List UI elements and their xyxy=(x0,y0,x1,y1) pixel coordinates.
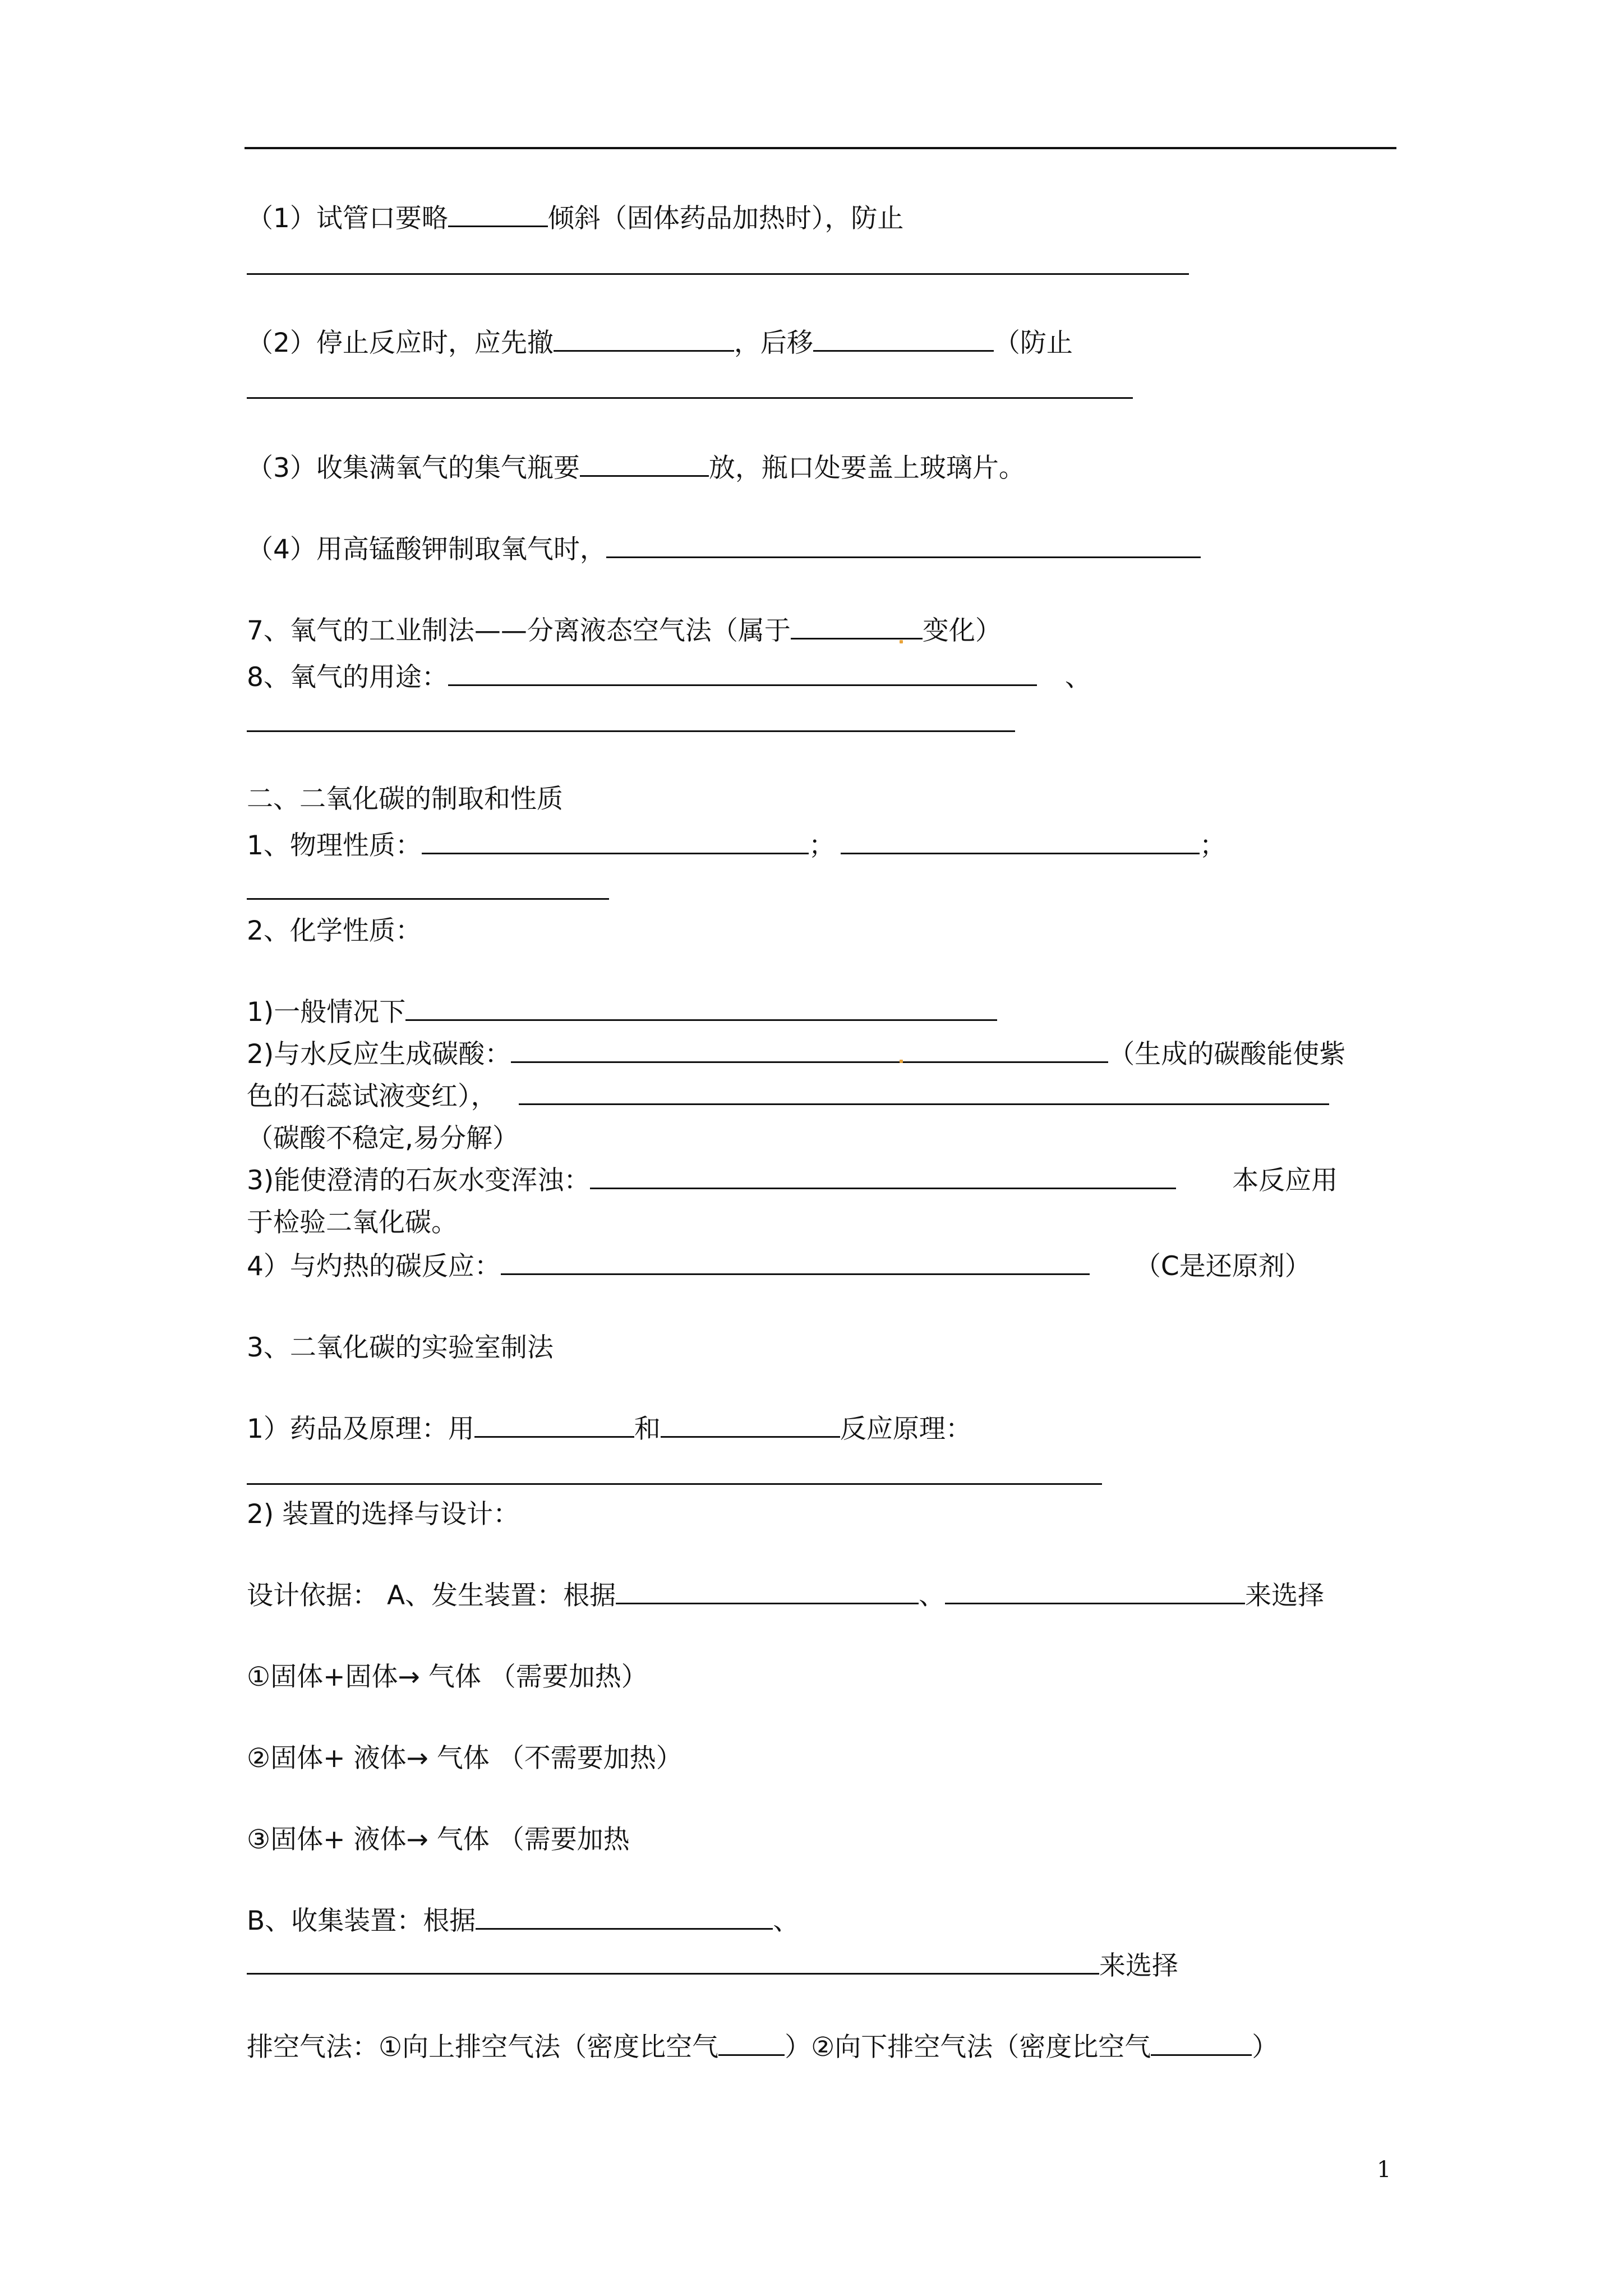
line-f3 xyxy=(247,1823,630,1857)
line-c2d xyxy=(247,1122,519,1156)
line-chemical xyxy=(247,914,422,948)
fill-blank[interactable] xyxy=(247,1950,1099,1975)
text: （防止 xyxy=(993,328,1073,358)
line-c3 xyxy=(247,1164,1338,1198)
text: ，后移 xyxy=(734,328,813,358)
fill-blank[interactable] xyxy=(1151,2032,1252,2056)
text: 、 xyxy=(919,1580,946,1611)
line-4 xyxy=(247,533,1201,567)
text: 来选择 xyxy=(1099,1950,1178,1981)
text: 2) 装置的选择与设计： xyxy=(247,1499,520,1530)
text: （C是还原剂） xyxy=(1134,1251,1311,1282)
text: ①固体+固体→ 气体 （需要加热） xyxy=(247,1662,648,1692)
text: 排空气法：①向上排空气法（密度比空气 xyxy=(247,2032,719,2063)
text: 8、氧气的用途： xyxy=(247,662,448,693)
fill-blank[interactable] xyxy=(448,662,1037,686)
line-c1 xyxy=(247,996,997,1029)
line-c3c xyxy=(247,1206,458,1240)
text: （1）试管口要略 xyxy=(247,203,448,234)
line-lab xyxy=(247,1331,554,1365)
text: 设计依据： A、发生装置：根据 xyxy=(247,1580,616,1611)
text: ）②向下排空气法（密度比空气 xyxy=(785,2032,1151,2063)
text: 1)一般情况下 xyxy=(247,997,406,1028)
line-3 xyxy=(247,452,1025,485)
header-rule xyxy=(245,147,1396,149)
text: 和 xyxy=(634,1414,661,1444)
fill-blank[interactable] xyxy=(616,1580,919,1604)
fill-blank[interactable] xyxy=(501,1251,1090,1275)
text: 本反应用 xyxy=(1232,1165,1338,1196)
fill-blank[interactable] xyxy=(476,1906,773,1930)
text: 倾斜（固体药品加热时），防止 xyxy=(547,203,904,234)
text: 二、二氧化碳的制取和性质 xyxy=(247,784,563,815)
text: （2）停止反应时，应先撤 xyxy=(247,328,554,358)
fill-blank[interactable] xyxy=(813,328,994,352)
line-e1 xyxy=(247,1579,1324,1613)
mark-dot xyxy=(900,640,903,643)
text: （生成的碳酸能使紫 xyxy=(1108,1039,1346,1070)
text: （3）收集满氧气的集气瓶要 xyxy=(247,453,580,484)
text: 、 xyxy=(1064,662,1091,693)
fill-blank[interactable] xyxy=(606,534,1201,558)
answer-line[interactable] xyxy=(247,730,1015,732)
fill-blank[interactable] xyxy=(590,1165,1176,1189)
text: 来选择 xyxy=(1245,1580,1325,1611)
fill-blank[interactable] xyxy=(718,2032,785,2056)
text: 4）与灼热的碳反应： xyxy=(247,1251,501,1282)
text: 、 xyxy=(773,1906,800,1936)
fill-blank[interactable] xyxy=(841,830,1200,854)
text: 2、化学性质： xyxy=(247,915,422,946)
text: 于检验二氧化碳。 xyxy=(247,1207,458,1238)
line-2 xyxy=(247,326,1073,360)
line-1 xyxy=(247,202,903,236)
answer-line[interactable] xyxy=(247,273,1189,275)
text: 色的石蕊试液变红）， xyxy=(247,1081,497,1112)
text: 1）药品及原理：用 xyxy=(247,1414,474,1444)
line-g1 xyxy=(247,1904,799,1938)
text: B、收集装置：根据 xyxy=(247,1906,476,1936)
text: 变化） xyxy=(922,615,1002,646)
answer-line[interactable] xyxy=(247,397,1133,399)
text: 7、氧气的工业制法——分离液态空气法（属于 xyxy=(247,615,791,646)
text: 3)能使澄清的石灰水变浑浊： xyxy=(247,1165,591,1196)
fill-blank[interactable] xyxy=(554,328,734,352)
text: ③固体+ 液体→ 气体 （需要加热 xyxy=(247,1824,630,1855)
text: 放，瓶口处要盖上玻璃片。 xyxy=(708,453,1025,484)
line-h1 xyxy=(247,2031,1278,2064)
text: （碳酸不稳定,易分解） xyxy=(247,1123,519,1154)
fill-blank[interactable] xyxy=(519,1081,1329,1105)
fill-blank[interactable] xyxy=(791,615,923,639)
line-f2 xyxy=(247,1742,683,1775)
text: ； xyxy=(1199,830,1226,861)
fill-blank[interactable] xyxy=(945,1580,1245,1604)
text: ； xyxy=(808,830,835,861)
text: 2)与水反应生成碳酸： xyxy=(247,1039,511,1070)
fill-blank[interactable] xyxy=(448,203,548,227)
fill-blank[interactable] xyxy=(422,830,809,854)
text: （4）用高锰酸钾制取氧气时， xyxy=(247,534,606,565)
line-7 xyxy=(247,614,1002,648)
section-title xyxy=(247,783,563,816)
text: 1、物理性质： xyxy=(247,830,422,861)
line-c4 xyxy=(247,1250,1311,1283)
line-c2c xyxy=(247,1080,1329,1114)
fill-blank[interactable] xyxy=(661,1414,840,1438)
text: 3、二氧化碳的实验室制法 xyxy=(247,1332,554,1363)
line-physical xyxy=(247,829,1226,863)
fill-blank[interactable] xyxy=(511,1039,1108,1063)
text: 反应原理： xyxy=(840,1414,972,1444)
line-c2 xyxy=(247,1038,1345,1071)
line-d1 xyxy=(247,1412,972,1446)
line-d2 xyxy=(247,1498,519,1531)
text: ②固体+ 液体→ 气体 （不需要加热） xyxy=(247,1743,683,1774)
answer-line[interactable] xyxy=(247,1483,1102,1485)
fill-blank[interactable] xyxy=(474,1414,634,1438)
page-number: 1 xyxy=(1377,2157,1391,2183)
fill-blank[interactable] xyxy=(405,997,997,1021)
mark-dot xyxy=(900,1060,903,1063)
text: ） xyxy=(1252,2032,1279,2063)
line-g2 xyxy=(247,1949,1178,1983)
fill-blank[interactable] xyxy=(580,453,709,477)
answer-line[interactable] xyxy=(247,898,609,900)
line-8 xyxy=(247,661,1091,694)
line-f1 xyxy=(247,1660,648,1694)
